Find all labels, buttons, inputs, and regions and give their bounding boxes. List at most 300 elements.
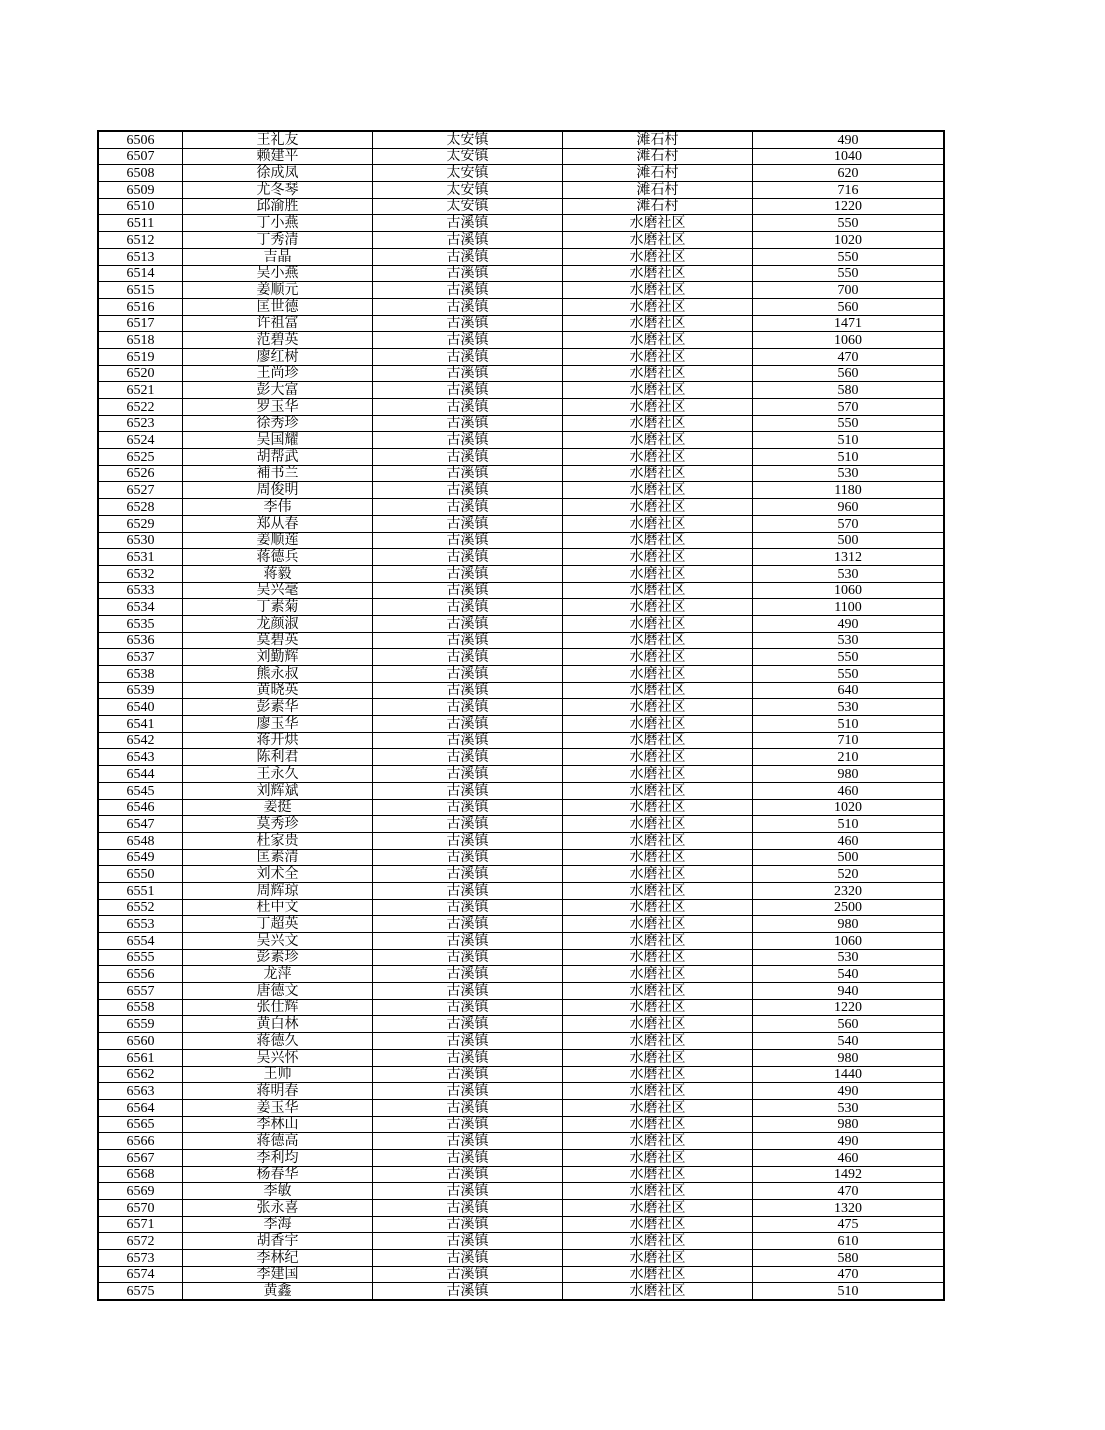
record-number-cell: 6557 (98, 983, 183, 1000)
village-cell: 滩石村 (563, 198, 753, 215)
village-cell: 水磨社区 (563, 332, 753, 349)
village-cell: 水磨社区 (563, 666, 753, 683)
person-name-cell: 黄鑫 (183, 1283, 373, 1300)
amount-cell: 510 (753, 816, 945, 833)
person-name-cell: 莫碧英 (183, 632, 373, 649)
village-cell: 水磨社区 (563, 215, 753, 232)
amount-cell: 580 (753, 1250, 945, 1267)
amount-cell: 980 (753, 766, 945, 783)
record-number-cell: 6527 (98, 482, 183, 499)
village-cell: 水磨社区 (563, 348, 753, 365)
record-number-cell: 6519 (98, 348, 183, 365)
amount-cell: 640 (753, 682, 945, 699)
village-cell: 水磨社区 (563, 933, 753, 950)
amount-cell: 550 (753, 666, 945, 683)
town-cell: 古溪镇 (373, 832, 563, 849)
village-cell: 水磨社区 (563, 1233, 753, 1250)
town-cell: 古溪镇 (373, 282, 563, 299)
person-name-cell: 李敏 (183, 1183, 373, 1200)
record-number-cell: 6554 (98, 933, 183, 950)
record-number-cell: 6559 (98, 1016, 183, 1033)
amount-cell: 1060 (753, 933, 945, 950)
village-cell: 水磨社区 (563, 232, 753, 249)
town-cell: 古溪镇 (373, 1283, 563, 1300)
town-cell: 古溪镇 (373, 933, 563, 950)
person-name-cell: 王礼友 (183, 131, 373, 148)
record-number-cell: 6558 (98, 999, 183, 1016)
table-row (98, 916, 944, 933)
table-row (98, 482, 944, 499)
amount-cell: 520 (753, 866, 945, 883)
table-row (98, 732, 944, 749)
table-row (98, 615, 944, 632)
table-row (98, 1099, 944, 1116)
village-cell: 滩石村 (563, 148, 753, 165)
amount-cell: 610 (753, 1233, 945, 1250)
person-name-cell: 范碧英 (183, 332, 373, 349)
town-cell: 古溪镇 (373, 348, 563, 365)
record-number-cell: 6532 (98, 565, 183, 582)
person-name-cell: 彭素华 (183, 699, 373, 716)
record-number-cell: 6522 (98, 399, 183, 416)
table-row (98, 849, 944, 866)
record-number-cell: 6565 (98, 1116, 183, 1133)
record-number-cell: 6520 (98, 365, 183, 382)
village-cell: 水磨社区 (563, 716, 753, 733)
amount-cell: 1040 (753, 148, 945, 165)
village-cell: 水磨社区 (563, 1016, 753, 1033)
village-cell: 水磨社区 (563, 515, 753, 532)
person-name-cell: 王尚珍 (183, 365, 373, 382)
amount-cell: 1060 (753, 582, 945, 599)
town-cell: 古溪镇 (373, 983, 563, 1000)
town-cell: 古溪镇 (373, 1099, 563, 1116)
village-cell: 水磨社区 (563, 749, 753, 766)
village-cell: 水磨社区 (563, 415, 753, 432)
table-row (98, 131, 944, 148)
person-name-cell: 郑从春 (183, 515, 373, 532)
amount-cell: 510 (753, 1283, 945, 1300)
record-number-cell: 6563 (98, 1083, 183, 1100)
town-cell: 太安镇 (373, 182, 563, 199)
record-number-cell: 6548 (98, 832, 183, 849)
table-row (98, 565, 944, 582)
village-cell: 水磨社区 (563, 999, 753, 1016)
town-cell: 古溪镇 (373, 699, 563, 716)
village-cell: 水磨社区 (563, 832, 753, 849)
person-name-cell: 刘辉斌 (183, 782, 373, 799)
record-number-cell: 6546 (98, 799, 183, 816)
record-number-cell: 6528 (98, 499, 183, 516)
amount-cell: 510 (753, 716, 945, 733)
amount-cell: 550 (753, 265, 945, 282)
record-number-cell: 6566 (98, 1133, 183, 1150)
town-cell: 古溪镇 (373, 399, 563, 416)
amount-cell: 980 (753, 916, 945, 933)
village-cell: 水磨社区 (563, 882, 753, 899)
person-name-cell: 吴小燕 (183, 265, 373, 282)
town-cell: 古溪镇 (373, 1216, 563, 1233)
table-row (98, 933, 944, 950)
village-cell: 滩石村 (563, 131, 753, 148)
record-number-cell: 6570 (98, 1200, 183, 1217)
table-row (98, 198, 944, 215)
town-cell: 古溪镇 (373, 682, 563, 699)
person-name-cell: 姜玉华 (183, 1099, 373, 1116)
table-row (98, 699, 944, 716)
record-number-cell: 6562 (98, 1066, 183, 1083)
record-number-cell: 6533 (98, 582, 183, 599)
record-number-cell: 6510 (98, 198, 183, 215)
town-cell: 古溪镇 (373, 1166, 563, 1183)
record-number-cell: 6507 (98, 148, 183, 165)
record-number-cell: 6550 (98, 866, 183, 883)
person-name-cell: 彭大富 (183, 382, 373, 399)
record-number-cell: 6549 (98, 849, 183, 866)
village-cell: 水磨社区 (563, 1049, 753, 1066)
person-name-cell: 王永久 (183, 766, 373, 783)
record-number-cell: 6539 (98, 682, 183, 699)
table-row (98, 348, 944, 365)
village-cell: 水磨社区 (563, 699, 753, 716)
town-cell: 古溪镇 (373, 799, 563, 816)
record-number-cell: 6517 (98, 315, 183, 332)
record-number-cell: 6534 (98, 599, 183, 616)
village-cell: 水磨社区 (563, 1250, 753, 1267)
record-number-cell: 6521 (98, 382, 183, 399)
village-cell: 水磨社区 (563, 1083, 753, 1100)
table-row (98, 832, 944, 849)
record-number-cell: 6547 (98, 816, 183, 833)
table-row (98, 1016, 944, 1033)
village-cell: 水磨社区 (563, 966, 753, 983)
amount-cell: 530 (753, 949, 945, 966)
person-name-cell: 丁素菊 (183, 599, 373, 616)
village-cell: 水磨社区 (563, 465, 753, 482)
amount-cell: 210 (753, 749, 945, 766)
amount-cell: 510 (753, 449, 945, 466)
town-cell: 古溪镇 (373, 1133, 563, 1150)
village-cell: 水磨社区 (563, 1033, 753, 1050)
town-cell: 古溪镇 (373, 449, 563, 466)
town-cell: 太安镇 (373, 148, 563, 165)
table-row (98, 1266, 944, 1283)
town-cell: 古溪镇 (373, 999, 563, 1016)
town-cell: 古溪镇 (373, 482, 563, 499)
amount-cell: 1180 (753, 482, 945, 499)
amount-cell: 2500 (753, 899, 945, 916)
amount-cell: 1220 (753, 198, 945, 215)
town-cell: 古溪镇 (373, 1250, 563, 1267)
town-cell: 古溪镇 (373, 1016, 563, 1033)
amount-cell: 980 (753, 1116, 945, 1133)
town-cell: 古溪镇 (373, 1116, 563, 1133)
table-row (98, 882, 944, 899)
table-row (98, 749, 944, 766)
person-name-cell: 张仕辉 (183, 999, 373, 1016)
person-name-cell: 補书兰 (183, 465, 373, 482)
town-cell: 古溪镇 (373, 515, 563, 532)
person-name-cell: 杨春华 (183, 1166, 373, 1183)
person-name-cell: 蒋德久 (183, 1033, 373, 1050)
person-name-cell: 蒋德兵 (183, 549, 373, 566)
table-row (98, 399, 944, 416)
record-number-cell: 6560 (98, 1033, 183, 1050)
amount-cell: 620 (753, 165, 945, 182)
amount-cell: 460 (753, 832, 945, 849)
table-row (98, 232, 944, 249)
village-cell: 水磨社区 (563, 1066, 753, 1083)
person-name-cell: 匡世德 (183, 298, 373, 315)
person-name-cell: 李林纪 (183, 1250, 373, 1267)
person-name-cell: 蒋德高 (183, 1133, 373, 1150)
table-row (98, 766, 944, 783)
village-cell: 水磨社区 (563, 1216, 753, 1233)
table-row (98, 1216, 944, 1233)
person-name-cell: 姜挺 (183, 799, 373, 816)
person-name-cell: 罗玉华 (183, 399, 373, 416)
record-number-cell: 6536 (98, 632, 183, 649)
table-row (98, 1049, 944, 1066)
record-number-cell: 6556 (98, 966, 183, 983)
village-cell: 水磨社区 (563, 315, 753, 332)
record-number-cell: 6513 (98, 248, 183, 265)
table-row (98, 899, 944, 916)
village-cell: 水磨社区 (563, 449, 753, 466)
village-cell: 水磨社区 (563, 282, 753, 299)
record-number-cell: 6537 (98, 649, 183, 666)
person-name-cell: 杜家贵 (183, 832, 373, 849)
person-name-cell: 廖玉华 (183, 716, 373, 733)
town-cell: 古溪镇 (373, 265, 563, 282)
amount-cell: 500 (753, 849, 945, 866)
amount-cell: 700 (753, 282, 945, 299)
village-cell: 水磨社区 (563, 432, 753, 449)
record-number-cell: 6529 (98, 515, 183, 532)
person-name-cell: 丁小燕 (183, 215, 373, 232)
person-name-cell: 蒋开烘 (183, 732, 373, 749)
village-cell: 水磨社区 (563, 565, 753, 582)
village-cell: 水磨社区 (563, 582, 753, 599)
record-number-cell: 6555 (98, 949, 183, 966)
amount-cell: 1320 (753, 1200, 945, 1217)
amount-cell: 710 (753, 732, 945, 749)
village-cell: 水磨社区 (563, 1149, 753, 1166)
town-cell: 古溪镇 (373, 549, 563, 566)
town-cell: 古溪镇 (373, 1233, 563, 1250)
village-cell: 水磨社区 (563, 1099, 753, 1116)
person-name-cell: 莫秀珍 (183, 816, 373, 833)
village-cell: 水磨社区 (563, 949, 753, 966)
record-number-cell: 6506 (98, 131, 183, 148)
person-name-cell: 姜顺莲 (183, 532, 373, 549)
town-cell: 古溪镇 (373, 716, 563, 733)
person-name-cell: 熊永叔 (183, 666, 373, 683)
record-number-cell: 6538 (98, 666, 183, 683)
town-cell: 古溪镇 (373, 649, 563, 666)
town-cell: 古溪镇 (373, 582, 563, 599)
town-cell: 太安镇 (373, 198, 563, 215)
amount-cell: 540 (753, 966, 945, 983)
record-number-cell: 6561 (98, 1049, 183, 1066)
record-number-cell: 6568 (98, 1166, 183, 1183)
table-row (98, 816, 944, 833)
table-row (98, 449, 944, 466)
table-row (98, 549, 944, 566)
record-number-cell: 6524 (98, 432, 183, 449)
table-row (98, 1149, 944, 1166)
person-name-cell: 周俊明 (183, 482, 373, 499)
amount-cell: 470 (753, 1266, 945, 1283)
amount-cell: 1060 (753, 332, 945, 349)
amount-cell: 475 (753, 1216, 945, 1233)
record-number-cell: 6543 (98, 749, 183, 766)
amount-cell: 490 (753, 1133, 945, 1150)
person-name-cell: 胡帮武 (183, 449, 373, 466)
amount-cell: 490 (753, 1083, 945, 1100)
town-cell: 古溪镇 (373, 332, 563, 349)
person-name-cell: 刘术全 (183, 866, 373, 883)
table-row (98, 983, 944, 1000)
amount-cell: 570 (753, 515, 945, 532)
person-name-cell: 徐秀珍 (183, 415, 373, 432)
record-number-cell: 6535 (98, 615, 183, 632)
person-name-cell: 赖建平 (183, 148, 373, 165)
amount-cell: 716 (753, 182, 945, 199)
table-row (98, 298, 944, 315)
table-row (98, 515, 944, 532)
village-cell: 水磨社区 (563, 1283, 753, 1300)
person-name-cell: 王帅 (183, 1066, 373, 1083)
table-row (98, 782, 944, 799)
record-number-cell: 6567 (98, 1149, 183, 1166)
village-cell: 滩石村 (563, 165, 753, 182)
record-number-cell: 6574 (98, 1266, 183, 1283)
table-row (98, 966, 944, 983)
person-name-cell: 李海 (183, 1216, 373, 1233)
table-row (98, 649, 944, 666)
town-cell: 古溪镇 (373, 499, 563, 516)
person-name-cell: 尤冬琴 (183, 182, 373, 199)
table-row (98, 315, 944, 332)
record-number-cell: 6572 (98, 1233, 183, 1250)
village-cell: 水磨社区 (563, 615, 753, 632)
person-name-cell: 匡素清 (183, 849, 373, 866)
table-row (98, 632, 944, 649)
amount-cell: 530 (753, 699, 945, 716)
person-name-cell: 吴兴怀 (183, 1049, 373, 1066)
village-cell: 水磨社区 (563, 482, 753, 499)
record-number-cell: 6508 (98, 165, 183, 182)
record-number-cell: 6569 (98, 1183, 183, 1200)
table-row (98, 1233, 944, 1250)
amount-cell: 550 (753, 248, 945, 265)
table-row (98, 999, 944, 1016)
person-name-cell: 蒋明春 (183, 1083, 373, 1100)
table-row (98, 1283, 944, 1300)
amount-cell: 510 (753, 432, 945, 449)
town-cell: 古溪镇 (373, 1266, 563, 1283)
table-row (98, 432, 944, 449)
amount-cell: 980 (753, 1049, 945, 1066)
table-row (98, 1166, 944, 1183)
table-row (98, 1200, 944, 1217)
person-name-cell: 李伟 (183, 499, 373, 516)
table-row (98, 248, 944, 265)
amount-cell: 530 (753, 565, 945, 582)
record-number-cell: 6514 (98, 265, 183, 282)
amount-cell: 560 (753, 298, 945, 315)
table-row (98, 799, 944, 816)
table-row (98, 582, 944, 599)
town-cell: 古溪镇 (373, 766, 563, 783)
town-cell: 古溪镇 (373, 465, 563, 482)
town-cell: 古溪镇 (373, 415, 563, 432)
data-table (97, 130, 945, 1301)
village-cell: 水磨社区 (563, 766, 753, 783)
person-name-cell: 陈利君 (183, 749, 373, 766)
table-row (98, 666, 944, 683)
table-row (98, 1250, 944, 1267)
amount-cell: 460 (753, 1149, 945, 1166)
village-cell: 水磨社区 (563, 265, 753, 282)
amount-cell: 490 (753, 131, 945, 148)
town-cell: 古溪镇 (373, 315, 563, 332)
amount-cell: 530 (753, 632, 945, 649)
person-name-cell: 丁超英 (183, 916, 373, 933)
amount-cell: 470 (753, 1183, 945, 1200)
town-cell: 古溪镇 (373, 899, 563, 916)
town-cell: 古溪镇 (373, 816, 563, 833)
village-cell: 水磨社区 (563, 1133, 753, 1150)
record-number-cell: 6511 (98, 215, 183, 232)
amount-cell: 940 (753, 983, 945, 1000)
town-cell: 古溪镇 (373, 565, 563, 582)
table-row (98, 465, 944, 482)
table-row (98, 1066, 944, 1083)
village-cell: 水磨社区 (563, 248, 753, 265)
record-number-cell: 6531 (98, 549, 183, 566)
table-row (98, 332, 944, 349)
town-cell: 太安镇 (373, 165, 563, 182)
village-cell: 水磨社区 (563, 782, 753, 799)
table-row (98, 1033, 944, 1050)
village-cell: 滩石村 (563, 182, 753, 199)
person-name-cell: 李建国 (183, 1266, 373, 1283)
village-cell: 水磨社区 (563, 499, 753, 516)
person-name-cell: 黄晓英 (183, 682, 373, 699)
person-name-cell: 彭素珍 (183, 949, 373, 966)
town-cell: 古溪镇 (373, 615, 563, 632)
table-row (98, 1116, 944, 1133)
village-cell: 水磨社区 (563, 916, 753, 933)
person-name-cell: 李林山 (183, 1116, 373, 1133)
town-cell: 古溪镇 (373, 232, 563, 249)
table-row (98, 1133, 944, 1150)
table-row (98, 1183, 944, 1200)
town-cell: 古溪镇 (373, 1033, 563, 1050)
town-cell: 古溪镇 (373, 949, 563, 966)
record-number-cell: 6553 (98, 916, 183, 933)
town-cell: 古溪镇 (373, 432, 563, 449)
amount-cell: 530 (753, 1099, 945, 1116)
record-number-cell: 6525 (98, 449, 183, 466)
village-cell: 水磨社区 (563, 866, 753, 883)
record-number-cell: 6544 (98, 766, 183, 783)
record-number-cell: 6542 (98, 732, 183, 749)
town-cell: 古溪镇 (373, 732, 563, 749)
village-cell: 水磨社区 (563, 1183, 753, 1200)
